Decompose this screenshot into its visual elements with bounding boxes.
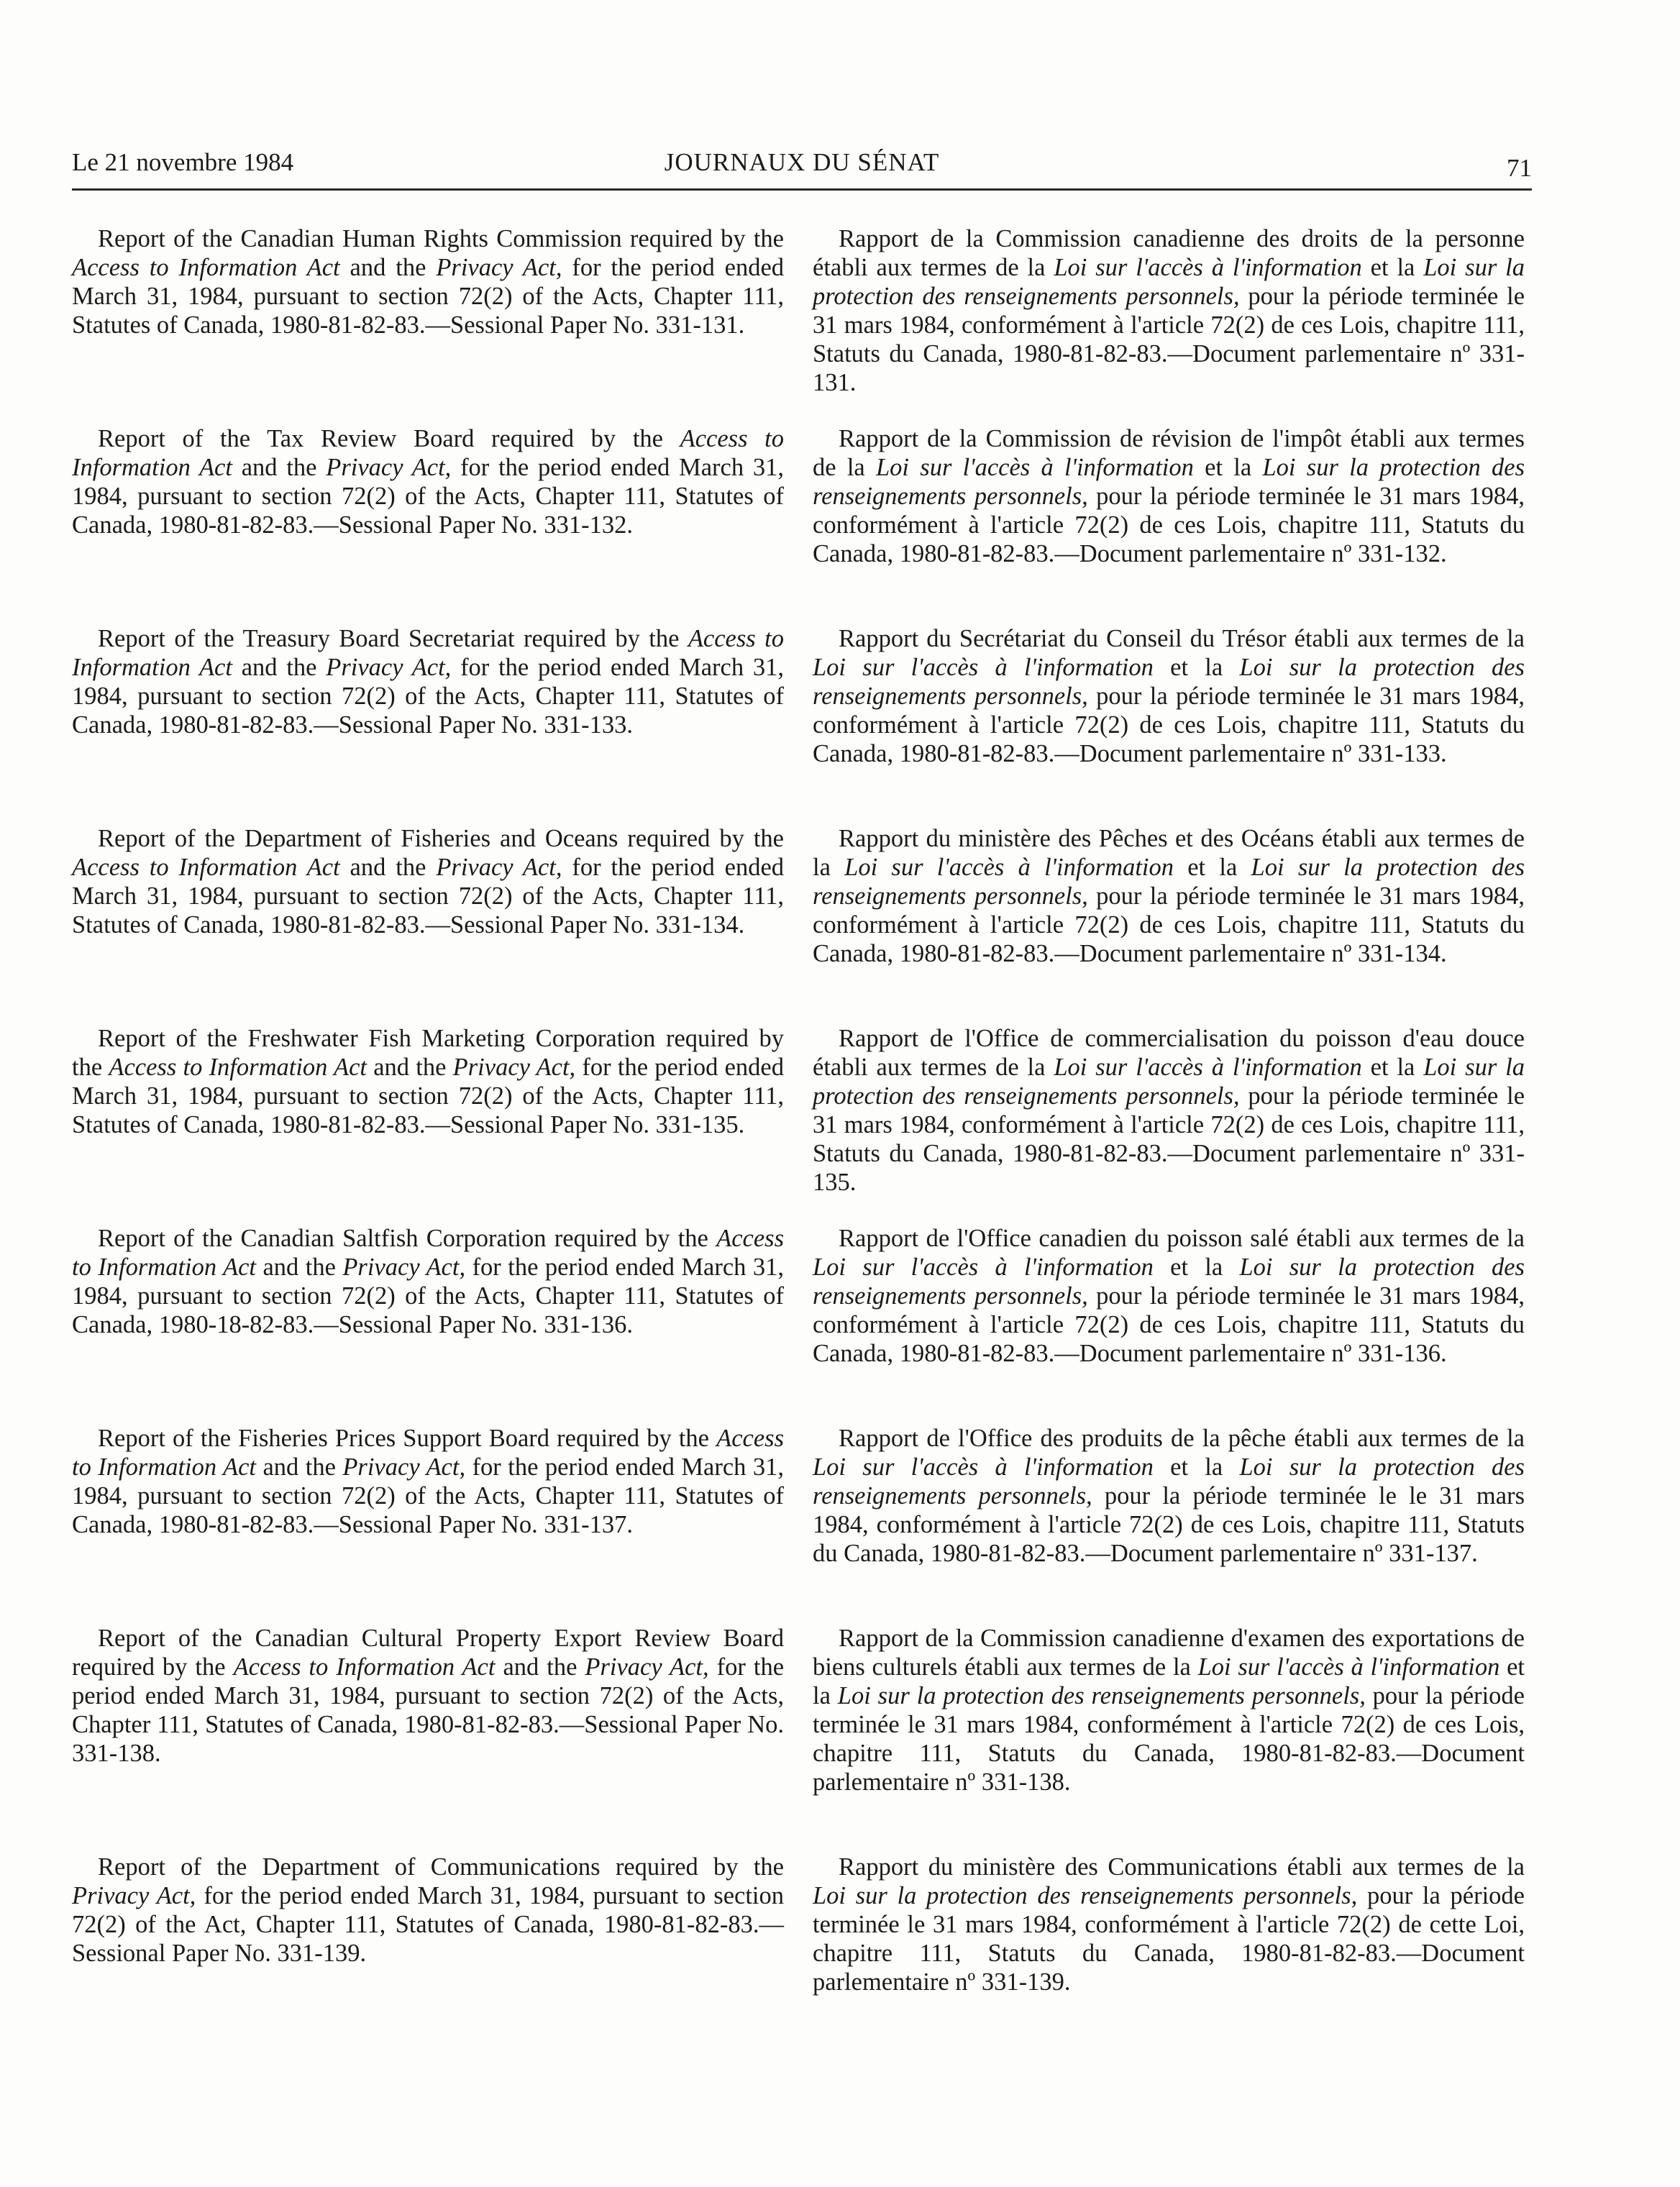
english-entry-131: Report of the Canadian Human Rights Commission required by the Access to Information Act and the Privacy Act, for the period ended March 31, 1984, pursuant to section 72(2) of the Acts, Chapter 111, Statutes of Canada, 1980-81-82-83.—Sessional Paper No. 331-131.: [72, 225, 785, 339]
english-entry-134: Report of the Department of Fisheries and Oceans required by the Access to Information Act and the Privacy Act, for the period ended March 31, 1984, pursuant to section 72(2) of the Acts, Chapter 111, Statutes of Canada, 1980-81-82-83.—Sessional Paper No. 331-134.: [72, 825, 785, 939]
french-entry-139: Rapport du ministère des Communications établi aux termes de la Loi sur la protection des renseignements personnels, pour la période terminée le 31 mars 1984, conformément à l'article 72(2) de cette Loi, chapitre 111, Statuts du Canada, 1980-81-82-83.—Document parlementaire nº 331-139.: [813, 1853, 1525, 1996]
page-number: 71: [1507, 154, 1532, 182]
english-entry-139: Report of the Department of Communications required by the Privacy Act, for the period ended March 31, 1984, pursuant to section 72(2) of the Act, Chapter 111, Statutes of Canada, 1980-81-82-83.—Sessional Paper No. 331-139.: [72, 1853, 784, 1967]
french-entry-135: Rapport de l'Office de commercialisation du poisson d'eau douce établi aux termes de la Loi sur l'accès à l'information et la Loi sur la protection des renseignements personnels, pour la période terminée le 31 mars 1984, conformément à l'article 72(2) de ces Lois, chapitre 111, Statuts du Canada, 1980-81-82-83.—Document parlementaire nº 331-135.: [813, 1025, 1525, 1196]
french-entry-132: Rapport de la Commission de révision de l'impôt établi aux termes de la Loi sur l'accès à l'information et la Loi sur la protection des renseignements personnels, pour la période terminée le 31 mars 1984, conformément à l'article 72(2) de ces Lois, chapitre 111, Statuts du Canada, 1980-81-82-83.—Document parlementaire nº 331-132.: [813, 425, 1525, 567]
header-date: Le 21 novembre 1984: [72, 148, 294, 176]
english-entry-133: Report of the Treasury Board Secretariat required by the Access to Information Act and the Privacy Act, for the period ended March 31, 1984, pursuant to section 72(2) of the Acts, Chapter 111, Statutes of Canada, 1980-81-82-83.—Sessional Paper No. 331-133.: [72, 625, 785, 739]
header-title: JOURNAUX DU SÉNAT: [664, 148, 940, 176]
english-entry-136: Report of the Canadian Saltfish Corporation required by the Access to Information Act and the Privacy Act, for the period ended March 31, 1984, pursuant to section 72(2) of the Acts, Chapter 111, Statutes of Canada, 1980-18-82-83.—Sessional Paper No. 331-136.: [72, 1225, 784, 1338]
french-entry-133: Rapport du Secrétariat du Conseil du Trésor établi aux termes de la Loi sur l'accès à l'information et la Loi sur la protection des renseignements personnels, pour la période terminée le 31 mars 1984, conformément à l'article 72(2) de ces Lois, chapitre 111, Statuts du Canada, 1980-81-82-83.—Document parlementaire nº 331-133.: [813, 625, 1525, 767]
french-entry-131: Rapport de la Commission canadienne des droits de la personne établi aux termes de la Loi sur l'accès à l'information et la Loi sur la protection des renseignements personnels, pour la période terminée le 31 mars 1984, conformément à l'article 72(2) de ces Lois, chapitre 111, Statuts du Canada, 1980-81-82-83.—Document parlementaire nº 331-131.: [813, 225, 1525, 396]
french-entry-134: Rapport du ministère des Pêches et des Océans établi aux termes de la Loi sur l'accès à l'information et la Loi sur la protection des renseignements personnels, pour la période terminée le 31 mars 1984, conformément à l'article 72(2) de ces Lois, chapitre 111, Statuts du Canada, 1980-81-82-83.—Document parlementaire nº 331-134.: [813, 825, 1525, 967]
english-entry-132: Report of the Tax Review Board required by the Access to Information Act and the Privacy Act, for the period ended March 31, 1984, pursuant to section 72(2) of the Acts, Chapter 111, Statutes of Canada, 1980-81-82-83.—Sessional Paper No. 331-132.: [72, 425, 785, 539]
english-entry-137: Report of the Fisheries Prices Support Board required by the Access to Information Act and the Privacy Act, for the period ended March 31, 1984, pursuant to section 72(2) of the Acts, Chapter 111, Statutes of Canada, 1980-81-82-83.—Sessional Paper No. 331-137.: [72, 1425, 784, 1538]
french-entry-136: Rapport de l'Office canadien du poisson salé établi aux termes de la Loi sur l'accès à l'information et la Loi sur la protection des renseignements personnels, pour la période terminée le 31 mars 1984, conformément à l'article 72(2) de ces Lois, chapitre 111, Statuts du Canada, 1980-81-82-83.—Document parlementaire nº 331-136.: [813, 1225, 1525, 1367]
french-entry-138: Rapport de la Commission canadienne d'examen des exportations de biens culturels établi aux termes de la Loi sur l'accès à l'information et la Loi sur la protection des renseignements personnels, pour la période terminée le 31 mars 1984, conformément à l'article 72(2) de ces Lois, chapitre 111, Statuts du Canada, 1980-81-82-83.—Document parlementaire nº 331-138.: [813, 1625, 1525, 1796]
english-entry-138: Report of the Canadian Cultural Property Export Review Board required by the Access to Information Act and the Privacy Act, for the period ended March 31, 1984, pursuant to section 72(2) of the Acts, Chapter 111, Statutes of Canada, 1980-81-82-83.—Sessional Paper No. 331-138.: [72, 1625, 785, 1767]
page-header: [72, 148, 1532, 191]
english-entry-135: Report of the Freshwater Fish Marketing Corporation required by the Access to Information Act and the Privacy Act, for the period ended March 31, 1984, pursuant to section 72(2) of the Acts, Chapter 111, Statutes of Canada, 1980-81-82-83.—Sessional Paper No. 331-135.: [72, 1025, 784, 1138]
french-entry-137: Rapport de l'Office des produits de la pêche établi aux termes de la Loi sur l'accès à l'information et la Loi sur la protection des renseignements personnels, pour la période terminée le le 31 mars 1984, conformément à l'article 72(2) de ces Lois, chapitre 111, Statuts du Canada, 1980-81-82-83.—Document parlementaire nº 331-137.: [813, 1425, 1525, 1567]
